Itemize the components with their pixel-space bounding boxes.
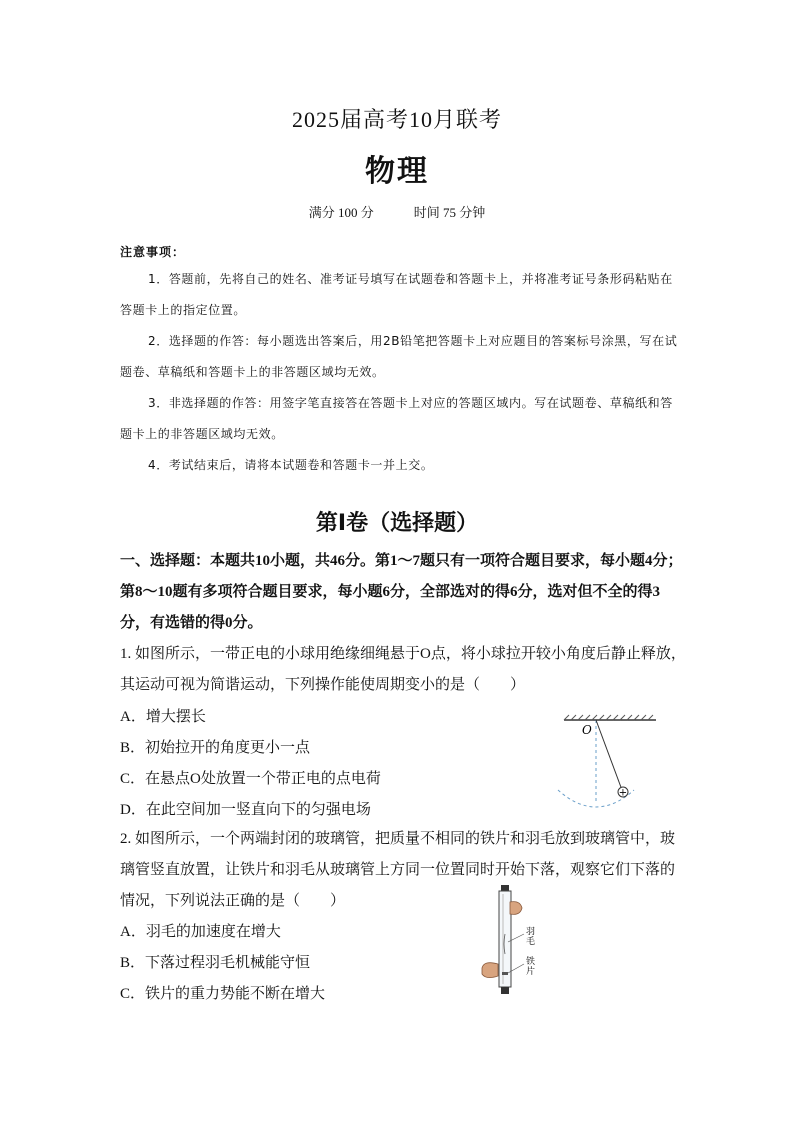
glass-tube-figure [480,884,550,999]
feather-label-line-2: 毛 [526,937,536,947]
question-1-option-a: A．增大摆长 [120,709,206,725]
pendulum-figure [556,712,676,816]
feather-label [526,926,538,947]
notice-item-2: 2．选择题的作答：每小题选出答案后，用2B铅笔把答题卡上对应题目的答案标号涂黑，写在试题卷、草稿纸和答题卡上的非答题区域均无效。 [120,334,678,379]
lower-hand [482,963,498,978]
pendulum-string [596,720,622,790]
pivot-label: O [582,723,592,737]
upper-hand [510,902,522,915]
exam-title: 2025届高考10月联考 [291,107,502,132]
question-2-option-a: A．羽毛的加速度在增大 [120,924,281,940]
exam-meta [0,202,794,221]
top-cap [501,885,509,891]
question-2-option-b: B．下落过程羽毛机械能守恒 [120,955,311,971]
bottom-cap [501,987,509,994]
exam-time: 时间 75 分钟 [413,205,486,220]
question-2-stem: 2. 如图所示，一个两端封闭的玻璃管，把质量不相同的铁片和羽毛放到玻璃管中，玻璃管竖直放置，让铁片和羽毛从玻璃管上方同一位置同时开始下落，观察它们下落的情况，下列说法正确的是（ ） [120,831,676,909]
notice-heading: 注意事项： [120,245,186,259]
question-1-option-d: D．在此空间加一竖直向下的匀强电场 [120,802,371,818]
iron-label-line-1: 铁 [526,957,536,967]
section-instructions: 一、选择题：本题共10小题，共46分。第1～7题只有一项符合题目要求，每小题4分；第8～10题有多项符合题目要求，每小题6分，全部选对的得6分，选对但不全的得3分，有选错的得0分。 [120,553,683,631]
notice-item-1: 1．答题前，先将自己的姓名、准考证号填写在试题卷和答题卡上，并将准考证号条形码粘贴在答题卡上的指定位置。 [120,272,673,317]
feather-label-line-1: 羽 [526,927,536,937]
section-title: 第Ⅰ卷（选择题） [315,511,479,536]
subject-title: 物理 [365,154,429,189]
question-1-option-c: C．在悬点O处放置一个带正电的点电荷 [120,771,381,787]
full-marks: 满分 100 分 [308,205,374,220]
charge-sign: + [618,787,628,799]
iron-piece [502,972,508,975]
notice-item-4: 4．考试结束后，请将本试题卷和答题卡一并上交。 [148,458,434,472]
question-1-stem: 1. 如图所示，一带正电的小球用绝缘细绳悬于O点，将小球拉开较小角度后静止释放，其运动可视为简谐运动，下列操作能使周期变小的是（ ） [120,646,686,693]
iron-label-line-2: 片 [526,967,536,977]
iron-label [526,955,538,977]
notice-item-3: 3．非选择题的作答：用签字笔直接答在答题卡上对应的答题区域内。写在试题卷、草稿纸和答题卡上的非答题区域均无效。 [120,396,673,441]
question-2-option-c: C．铁片的重力势能不断在增大 [120,986,326,1002]
question-1-option-b: B．初始拉开的角度更小一点 [120,740,311,756]
